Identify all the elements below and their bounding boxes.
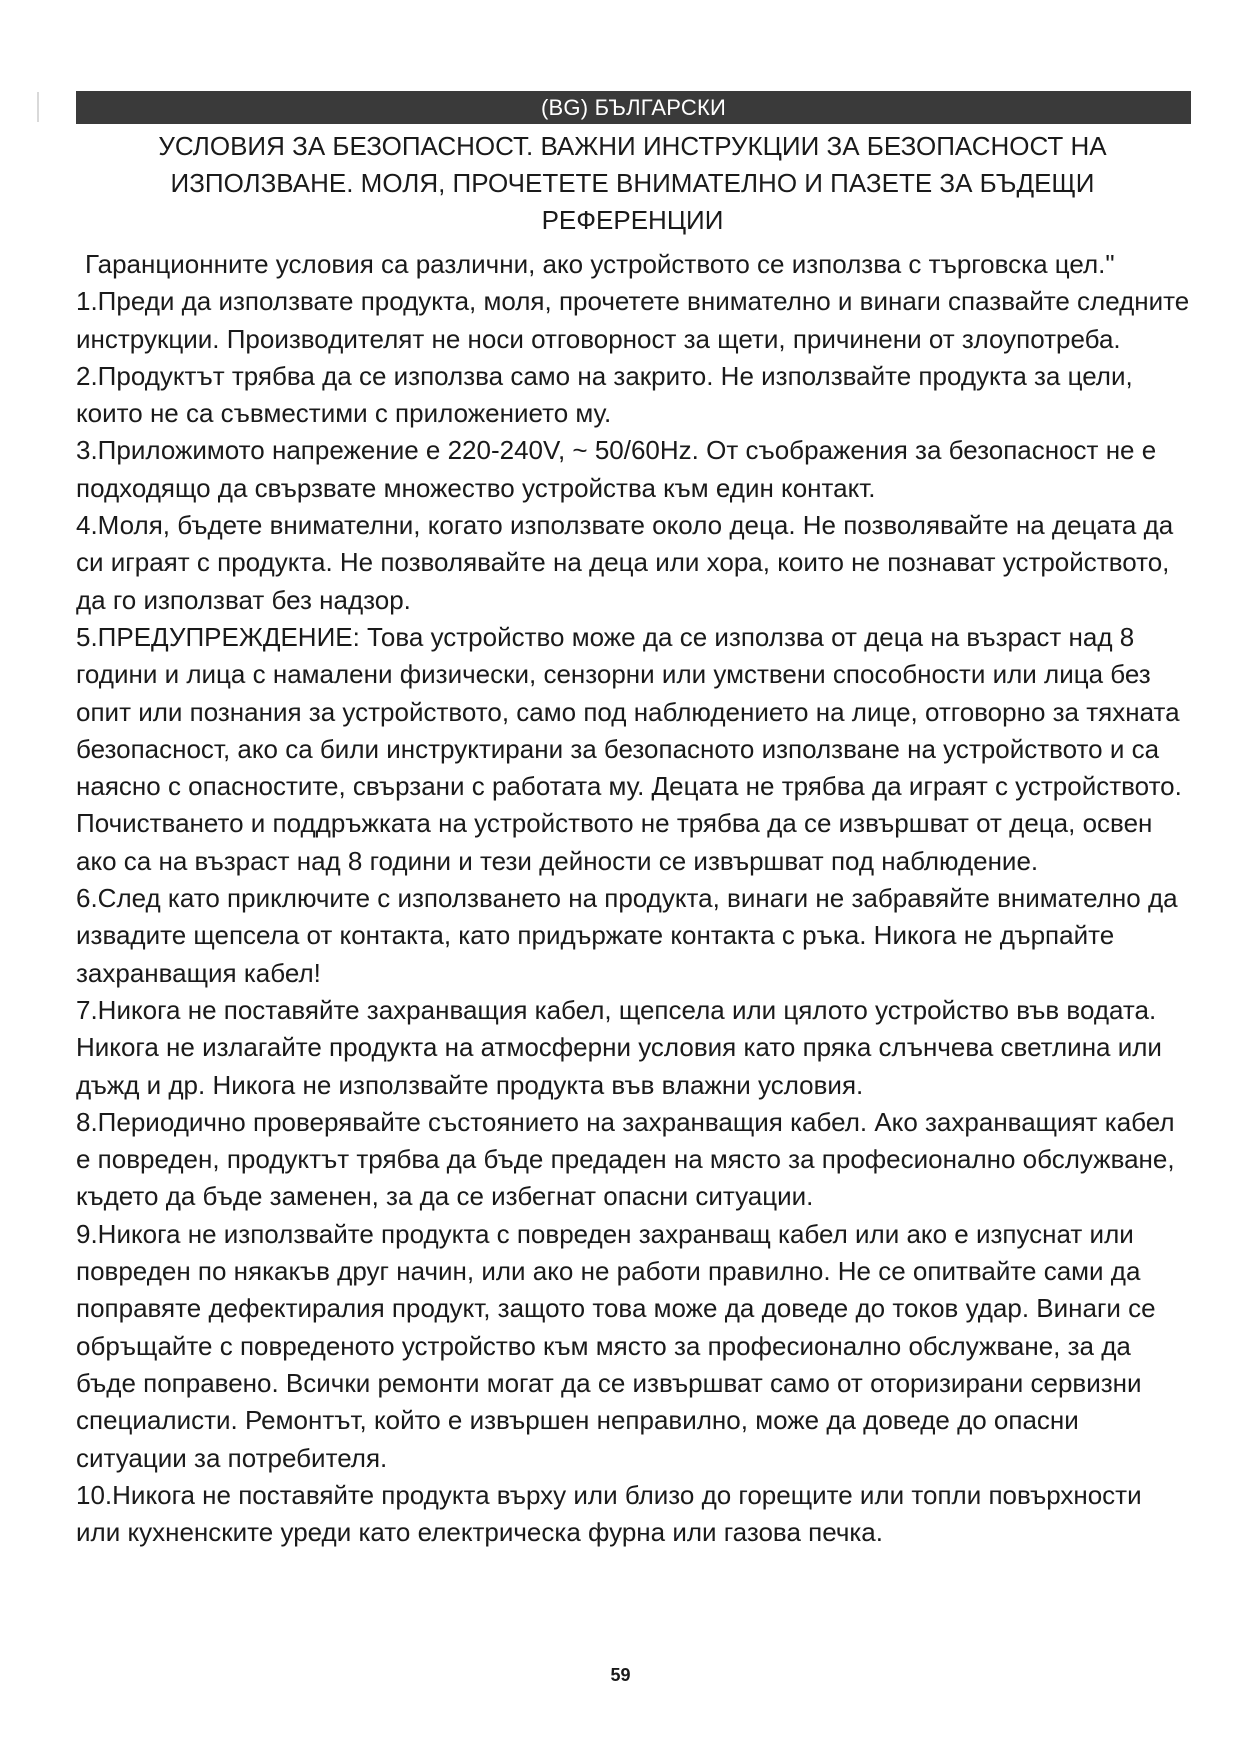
instructions-body — [76, 246, 1191, 1551]
instruction-item-2: 2.Продуктът трябва да се използва само на закрито. Не използвайте продукта за цели, които не са съвместими с приложението му. — [76, 360, 1133, 429]
instruction-item-8: 8.Периодично проверявайте състоянието на захранващия кабел. Ако захранващият кабел е повреден, продуктът трябва да бъде предаден на място за професионално обслужване, където да бъде заменен, за да се избегнат опасни ситуации. — [76, 1106, 1175, 1212]
language-header-bar — [76, 91, 1191, 124]
instruction-item-6: 6.След като приключите с използването на продукта, винаги не забравяйте внимателно да извадите щепсела от контакта, като придържате контакта с ръка. Никога не дърпайте захранващия кабел! — [76, 883, 1178, 988]
page-number: 59 — [610, 1665, 631, 1685]
language-label: (BG) БЪЛГАРСКИ — [541, 95, 726, 120]
safety-title: УСЛОВИЯ ЗА БЕЗОПАСНОСТ. ВАЖНИ ИНСТРУКЦИИ ЗА БЕЗОПАСНОСТ НА ИЗПОЛЗВАНЕ. МОЛЯ, ПРОЧЕТЕТЕ ВНИМАТЕЛНО И ПАЗЕТЕ ЗА БЪДЕЩИ РЕФЕРЕНЦИИ — [158, 131, 1107, 235]
instruction-item-5: 5.ПРЕДУПРЕЖДЕНИЕ: Това устройство може да се използва от деца на възраст над 8 години и лица с намалени физически, сензорни или умствени способности или лица без опит или познания за устройството, само под наблюдението на лице, отговорно за тяхната безопасност, ако са били инструктирани за безопасното използване на устройството и са наясно с опасностите, свързани с работата му. Децата не трябва да играят с устройството. Почистването и поддръжката на устройството не трябва да се извършват от деца, освен ако са на възраст над 8 години и тези дейности се извършват под наблюдение. — [76, 621, 1182, 876]
margin-mark — [37, 92, 39, 122]
instruction-item-4: 4.Моля, бъдете внимателни, когато използвате около деца. Не позволявайте на децата да си играят с продукта. Не позволявайте на деца или хора, които не познават устройството, да го използват без надзор. — [76, 510, 1174, 615]
instruction-item-10: 10.Никога не поставяйте продукта върху или близо до горещите или топли повърхности или кухненските уреди като електрическа фурна или газова печка. — [76, 1479, 1142, 1548]
instruction-item-9: 9.Никога не използвайте продукта с повреден захранващ кабел или ако е изпуснат или повреден по някакъв друг начин, или ако не работи правилно. Не се опитвайте сами да поправяте дефектиралия продукт, защото това може да доведе до токов удар. Винаги се обръщайте с повреденото устройство към място за професионално обслужване, за да бъде поправено. Всички ремонти могат да се извършват само от оторизирани сервизни специалисти. Ремонтът, който е извършен неправилно, може да доведе до опасни ситуации за потребителя. — [76, 1218, 1156, 1473]
instruction-item-1: 1.Преди да използвате продукта, моля, прочетете внимателно и винаги спазвайте следните инструкции. Производителят не носи отговорност за щети, причинени от злоупотреба. — [76, 286, 1190, 354]
instruction-item-7: 7.Никога не поставяйте захранващия кабел, щепсела или цялото устройство във водата. Никога не излагайте продукта на атмосферни условия като пряка слънчева светлина или дъжд и др. Никога не използвайте продукта във влажни условия. — [76, 994, 1162, 1100]
warranty-note: Гаранционните условия са различни, ако устройството се използва с търговска цел." — [85, 249, 1115, 279]
instruction-item-3: 3.Приложимото напрежение е 220-240V, ~ 50/60Hz. От съображения за безопасност не е подходящо да свързвате множество устройства към един контакт. — [76, 435, 1157, 503]
